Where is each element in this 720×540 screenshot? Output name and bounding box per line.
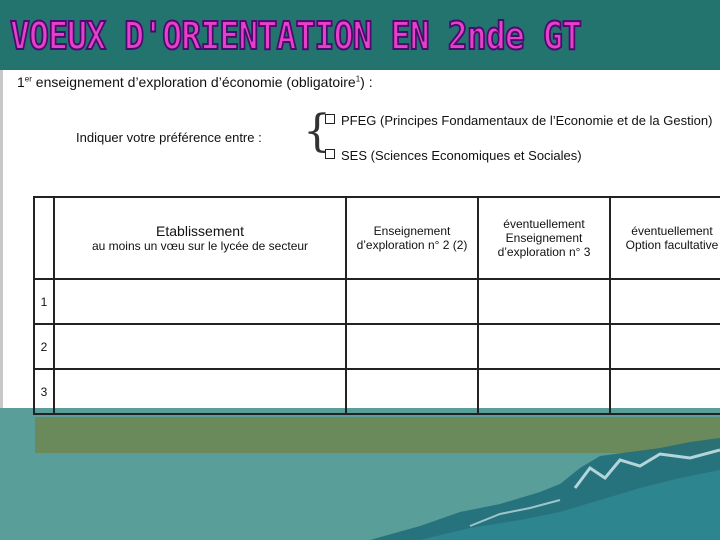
cell-option[interactable] (610, 324, 720, 369)
row-number: 1 (34, 279, 54, 324)
checkbox-pfeg[interactable] (325, 114, 335, 124)
line1-end: ) : (360, 74, 373, 90)
option-ses-label: SES (Sciences Economiques et Sociales) (341, 148, 582, 163)
line1-text: enseignement d’exploration d’économie (obligatoire (31, 74, 356, 90)
cell-exploration-2[interactable] (346, 324, 478, 369)
table-header-row (34, 197, 720, 279)
header-etab-sub: au moins un vœu sur le lycée de secteur (91, 239, 309, 253)
header-option: éventuellement Option facultative (610, 197, 720, 279)
mountain-decoration (0, 408, 720, 540)
header-exploration-3: éventuellement Enseignement d’exploration n° 3 (478, 197, 610, 279)
preference-label: Indiquer votre préférence entre : (76, 130, 262, 145)
header-num (34, 197, 54, 279)
cell-exploration-3[interactable] (478, 279, 610, 324)
option-ses[interactable] (325, 148, 582, 163)
line1-number: 1 (17, 74, 25, 90)
line1-note: 1 (355, 74, 361, 84)
voeux-table (33, 196, 720, 415)
brace-icon: { (303, 106, 331, 157)
cell-etablissement[interactable] (54, 324, 346, 369)
header-exploration-2: Enseignement d’exploration n° 2 (2) (346, 197, 478, 279)
header-etablissement (54, 197, 346, 279)
exploration-line (17, 74, 373, 90)
header-etab-title: Etablissement (156, 223, 244, 239)
cell-option[interactable] (610, 279, 720, 324)
table-row (34, 324, 720, 369)
line1-sup: er (24, 74, 32, 84)
checkbox-ses[interactable] (325, 149, 335, 159)
option-pfeg-label: PFEG (Principes Fondamentaux de l’Economie et de la Gestion) (341, 113, 713, 128)
row-number: 2 (34, 324, 54, 369)
slide-title: VOEUX D'ORIENTATION EN 2nde GT (10, 14, 582, 58)
option-pfeg[interactable] (325, 113, 712, 128)
cell-exploration-3[interactable] (478, 324, 610, 369)
table-row (34, 279, 720, 324)
form-document (0, 70, 720, 408)
row-number: 3 (34, 369, 54, 414)
cell-exploration-2[interactable] (346, 279, 478, 324)
cell-etablissement[interactable] (54, 279, 346, 324)
